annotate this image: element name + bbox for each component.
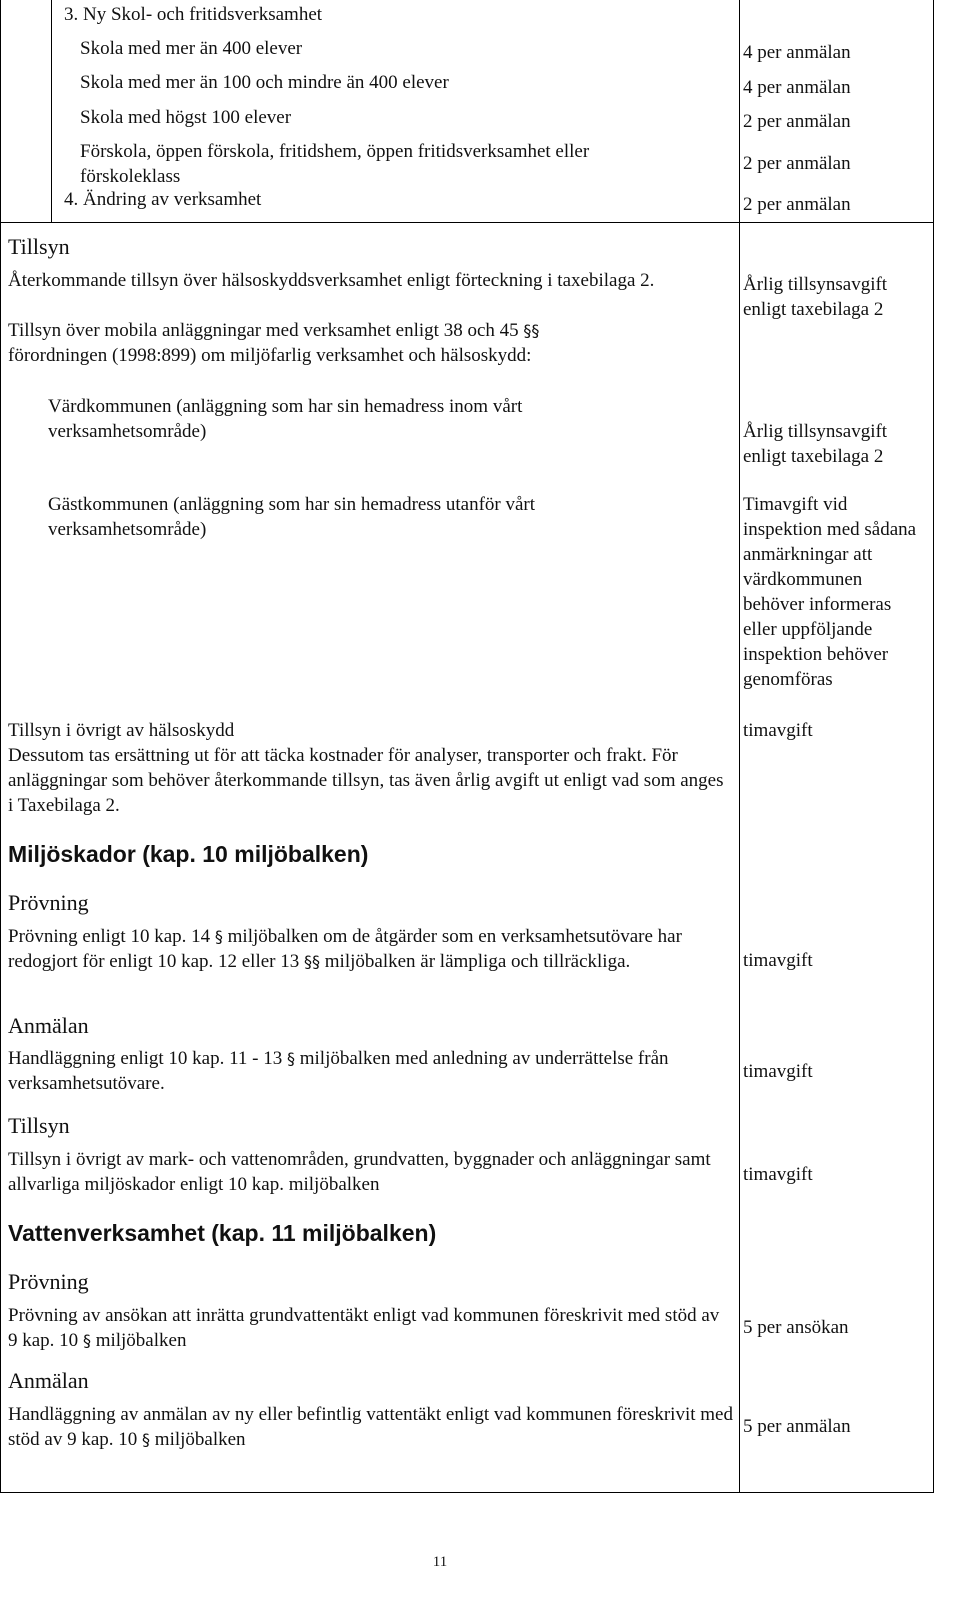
section-sign: § xyxy=(82,1331,91,1350)
section-sign: § xyxy=(304,952,313,971)
fee-row-label xyxy=(8,1402,733,1452)
fee-value: timavgift xyxy=(743,720,813,741)
text-part: miljöbalken om de åtgärder som en verksamhetsutövare har redogjort för enligt 10 kap. 12 eller 13 xyxy=(8,926,682,972)
section-heading: Vattenverksamhet (kap. 11 miljöbalken) xyxy=(8,1220,437,1246)
fee-row-label: Tillsyn i övrigt av mark- och vattenområden, grundvatten, byggnader och anläggningar samt allvarliga miljöskador enligt 10 kap. miljöbalken xyxy=(8,1149,711,1195)
fee-value: 5 per ansökan xyxy=(743,1317,849,1338)
section-sign: § xyxy=(523,321,532,340)
section-heading: Miljöskador (kap. 10 miljöbalken) xyxy=(8,841,369,867)
fee-value: timavgift xyxy=(743,950,813,971)
subheading: Tillsyn xyxy=(8,234,70,259)
text-part: förordningen (1998:899) om miljöfarlig verksamhet och hälsoskydd: xyxy=(8,345,532,366)
fee-row-label: Gästkommunen (anläggning som har sin hemadress utanför vårt verksamhetsområde) xyxy=(48,494,536,540)
fee-value: 2 per anmälan xyxy=(743,153,851,174)
fee-value: 2 per anmälan xyxy=(743,194,851,215)
fee-row-label: Skola med mer än 100 och mindre än 400 elever xyxy=(80,72,449,93)
table-bottom-border xyxy=(0,1492,934,1493)
column-divider xyxy=(739,0,740,1493)
section-sign: § xyxy=(214,927,223,946)
fee-row-label: Tillsyn i övrigt av hälsoskydd xyxy=(8,720,235,741)
section-sign: § xyxy=(312,952,321,971)
body-text: Dessutom tas ersättning ut för att täcka kostnader för analyser, transporter och frakt. För anläggningar som behöver återkommande tillsyn, tas även årlig avgift ut enligt vad som anges i Taxebilaga 2. xyxy=(8,745,724,816)
section-sign: § xyxy=(531,321,540,340)
text-part: Prövning enligt 10 kap. 14 xyxy=(8,926,211,947)
fee-value: Årlig tillsynsavgift enligt taxebilaga 2 xyxy=(743,421,888,467)
text-part: Tillsyn över mobila anläggningar med verksamhet enligt 38 och 45 xyxy=(8,320,519,341)
text-part: miljöbalken med anledning av underrättelse från verksamhetsutövare. xyxy=(8,1048,669,1094)
cell-left-border xyxy=(51,0,52,223)
page-number: 11 xyxy=(432,1554,448,1570)
text-part: miljöbalken är lämpliga och tillräckliga. xyxy=(324,951,631,972)
fee-value: 4 per anmälan xyxy=(743,42,851,63)
fee-row-label: Skola med högst 100 elever xyxy=(80,107,292,128)
table-right-border xyxy=(933,0,934,1493)
table-left-border xyxy=(0,0,1,1493)
section-sign: § xyxy=(142,1430,151,1449)
fee-value: 4 per anmälan xyxy=(743,77,851,98)
fee-value: 2 per anmälan xyxy=(743,111,851,132)
fee-row-label xyxy=(8,924,733,974)
fee-value: timavgift xyxy=(743,1061,813,1082)
fee-row-label: Förskola, öppen förskola, fritidshem, öppen fritidsverksamhet eller förskoleklass xyxy=(80,141,590,187)
subheading: Prövning xyxy=(8,890,89,915)
subheading: Anmälan xyxy=(8,1368,89,1393)
section-title: 3. Ny Skol- och fritidsverksamhet xyxy=(64,4,323,25)
fee-value: Årlig tillsynsavgift enligt taxebilaga 2 xyxy=(743,274,888,320)
fee-value: timavgift xyxy=(743,1164,813,1185)
fee-value: 5 per anmälan xyxy=(743,1416,851,1437)
subheading: Anmälan xyxy=(8,1013,89,1038)
fee-row-label xyxy=(8,1303,733,1353)
text-part: Handläggning enligt 10 kap. 11 - 13 xyxy=(8,1048,283,1069)
fee-row-label: 4. Ändring av verksamhet xyxy=(64,189,262,210)
text-part: miljöbalken xyxy=(154,1429,246,1450)
fee-row-label xyxy=(8,1046,708,1096)
text-part: Prövning av ansökan att inrätta grundvattentäkt enligt vad kommunen föreskrivit med stöd av 9 kap. 10 xyxy=(8,1305,720,1351)
row-divider xyxy=(0,222,934,223)
section-sign: § xyxy=(286,1049,295,1068)
subheading: Tillsyn xyxy=(8,1113,70,1138)
fee-row-label: Återkommande tillsyn över hälsoskyddsverksamhet enligt förteckning i taxebilaga 2. xyxy=(8,270,655,291)
fee-row-label: Skola med mer än 400 elever xyxy=(80,38,303,59)
text-part: Handläggning av anmälan av ny eller befintlig vattentäkt enligt vad kommunen föreskrivit med stöd av 9 kap. 10 xyxy=(8,1404,733,1450)
fee-row-label xyxy=(8,318,748,368)
fee-value: Timavgift vid inspektion med sådana anmärkningar att värdkommunen behöver informeras eller uppföljande inspektion behöver genomföras xyxy=(743,494,917,690)
text-part: miljöbalken xyxy=(95,1330,187,1351)
fee-row-label: Värdkommunen (anläggning som har sin hemadress inom vårt verksamhetsområde) xyxy=(48,396,523,442)
subheading: Prövning xyxy=(8,1269,89,1294)
